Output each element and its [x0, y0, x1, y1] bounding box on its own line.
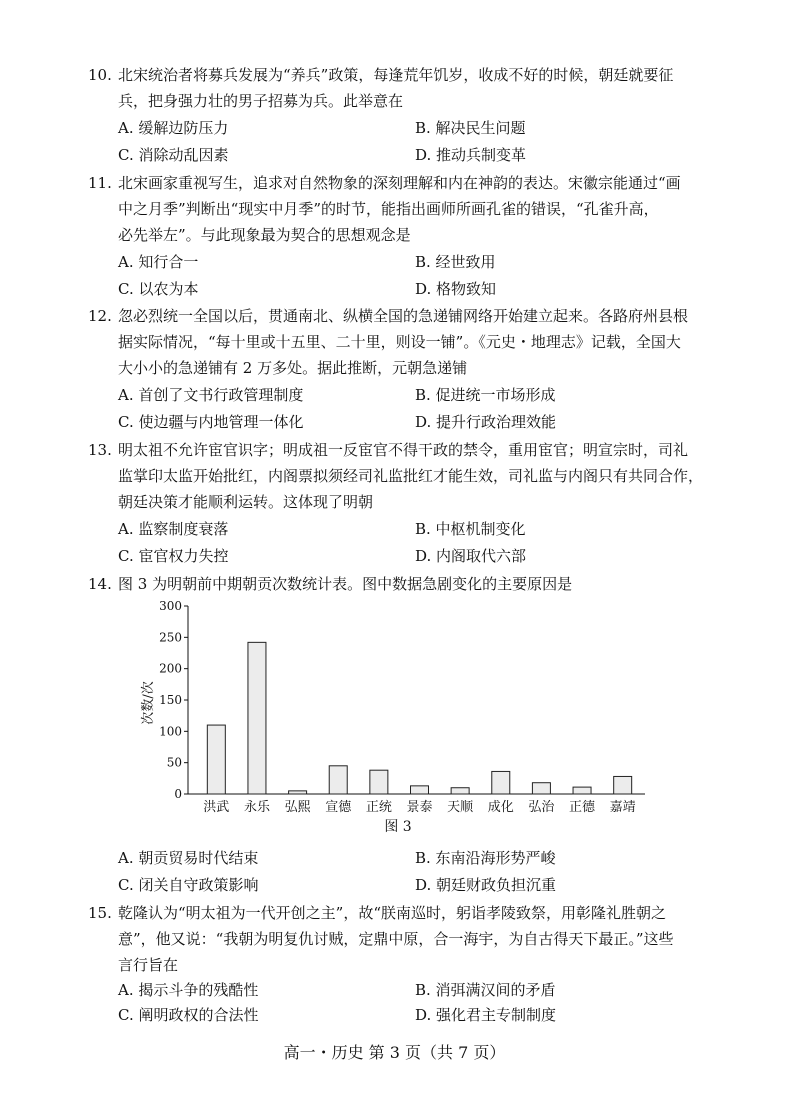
bar-弘治	[532, 783, 550, 794]
question-line: 言行旨在	[118, 956, 179, 974]
x-tick-label: 弘熙	[284, 800, 311, 815]
question-line: 北宋画家重视写生，追求对自然物象的深刻理解和内在神韵的表达。宋徽宗能通过“画	[118, 174, 681, 192]
y-tick-label: 0	[174, 787, 182, 801]
option-b[interactable]: B. 解决民生问题	[415, 119, 526, 137]
bar-景泰	[411, 786, 429, 794]
question-line: 据实际情况，“每十里或十五里、二十里，则设一铺”。《元史・地理志》记载，全国大	[118, 333, 681, 351]
question-12	[88, 303, 708, 381]
option-a[interactable]: A. 朝贡贸易时代结束	[118, 849, 259, 867]
bar-成化	[492, 771, 510, 794]
question-number: 10.	[88, 66, 112, 84]
bar-正德	[573, 787, 591, 794]
option-c[interactable]: C. 宦官权力失控	[118, 547, 229, 565]
bar-宣德	[329, 766, 347, 794]
question-line: 中之月季”判断出“现实中月季”的时节，能指出画师所画孔雀的错误，“孔雀升高，	[118, 200, 659, 218]
option-b[interactable]: B. 促进统一市场形成	[415, 386, 556, 404]
x-tick-label: 正统	[365, 800, 392, 815]
option-a[interactable]: A. 揭示斗争的残酷性	[118, 981, 259, 999]
option-d[interactable]: D. 推动兵制变革	[415, 146, 527, 164]
option-c[interactable]: C. 使边疆与内地管理一体化	[118, 413, 304, 431]
question-line: 意”，他又说：“我朝为明复仇讨贼，定鼎中原，合一海宇，为自古得天下最正。”这些	[118, 930, 674, 948]
option-d[interactable]: D. 格物致知	[415, 280, 497, 298]
bar-洪武	[207, 725, 225, 794]
bar-正统	[370, 770, 388, 794]
x-tick-label: 正德	[569, 800, 596, 815]
question-line: 必先举左”。与此现象最为契合的思想观念是	[118, 226, 411, 244]
question-13	[88, 437, 708, 515]
option-d[interactable]: D. 内阁取代六部	[415, 547, 527, 565]
option-a[interactable]: A. 监察制度衰落	[118, 520, 229, 538]
bar-嘉靖	[614, 776, 632, 794]
question-line: 忽必烈统一全国以后，贯通南北、纵横全国的急递铺网络开始建立起来。各路府州县根	[118, 307, 689, 325]
x-tick-label: 成化	[487, 800, 514, 815]
x-tick-label: 洪武	[203, 800, 230, 815]
y-tick-label: 250	[159, 630, 182, 645]
option-d[interactable]: D. 提升行政治理效能	[415, 413, 557, 431]
option-c[interactable]: C. 闭关自守政策影响	[118, 876, 259, 894]
question-15	[88, 900, 708, 978]
bar-弘熙	[289, 791, 307, 794]
question-line: 明太祖不允许宦官识字；明成祖一反宦官不得干政的禁令，重用宦官；明宣宗时，司礼	[118, 441, 689, 459]
question-number: 12.	[88, 307, 112, 325]
question-line: 乾隆认为“明太祖为一代开创之主”，故“朕南巡时，躬诣孝陵致祭，用彰隆礼胜朝之	[118, 904, 667, 922]
y-tick-label: 50	[166, 755, 182, 770]
question-line: 兵，把身强力壮的男子招募为兵。此举意在	[118, 92, 404, 110]
option-b[interactable]: B. 经世致用	[415, 253, 496, 271]
question-11	[88, 170, 708, 248]
option-c[interactable]: C. 消除动乱因素	[118, 146, 229, 164]
y-tick-label: 200	[159, 661, 182, 676]
option-b[interactable]: B. 中枢机制变化	[415, 520, 526, 538]
x-tick-label: 景泰	[406, 800, 433, 815]
option-d[interactable]: D. 朝廷财政负担沉重	[415, 876, 557, 894]
y-tick-label: 100	[159, 724, 182, 739]
question-number: 14.	[88, 575, 112, 593]
option-c[interactable]: C. 以农为本	[118, 280, 199, 298]
question-number: 11.	[88, 174, 112, 192]
question-line: 大小小的急递铺有 2 万多处。据此推断，元朝急递铺	[118, 359, 468, 377]
y-tick-label: 150	[159, 693, 182, 707]
question-number: 15.	[88, 904, 112, 922]
x-tick-label: 天顺	[447, 800, 474, 815]
option-a[interactable]: A. 首创了文书行政管理制度	[118, 386, 304, 404]
question-14	[88, 571, 708, 597]
x-tick-label: 永乐	[243, 800, 270, 815]
question-line: 监掌印太监开始批红，内阁票拟须经司礼监批红才能生效，司礼监与内阁只有共同合作，	[118, 467, 704, 485]
question-line: 图 3 为明朝前中期朝贡次数统计表。图中数据急剧变化的主要原因是	[118, 575, 573, 593]
option-d[interactable]: D. 强化君主专制制度	[415, 1006, 557, 1024]
bar-永乐	[248, 642, 266, 794]
option-b[interactable]: B. 消弭满汉间的矛盾	[415, 981, 556, 999]
x-tick-label: 嘉靖	[609, 800, 636, 815]
option-b[interactable]: B. 东南沿海形势严峻	[415, 849, 556, 867]
question-line: 朝廷决策才能顺利运转。这体现了明朝	[118, 493, 374, 511]
option-a[interactable]: A. 缓解边防压力	[118, 119, 229, 137]
x-tick-label: 弘治	[528, 800, 555, 815]
page-footer: 高一・历史 第 3 页（共 7 页）	[283, 1043, 506, 1062]
y-tick-label: 300	[159, 599, 182, 613]
figure-caption: 图 3	[384, 819, 412, 835]
bar-天顺	[451, 788, 469, 794]
option-a[interactable]: A. 知行合一	[118, 253, 199, 271]
question-number: 13.	[88, 441, 112, 459]
question-10	[88, 62, 708, 114]
y-axis-label: 次数/次	[141, 681, 156, 725]
option-c[interactable]: C. 阐明政权的合法性	[118, 1006, 259, 1024]
x-tick-label: 宣德	[325, 800, 352, 815]
tribute-count-bar-chart	[140, 598, 660, 836]
question-line: 北宋统治者将募兵发展为“养兵”政策，每逢荒年饥岁，收成不好的时候，朝廷就要征	[118, 66, 674, 84]
